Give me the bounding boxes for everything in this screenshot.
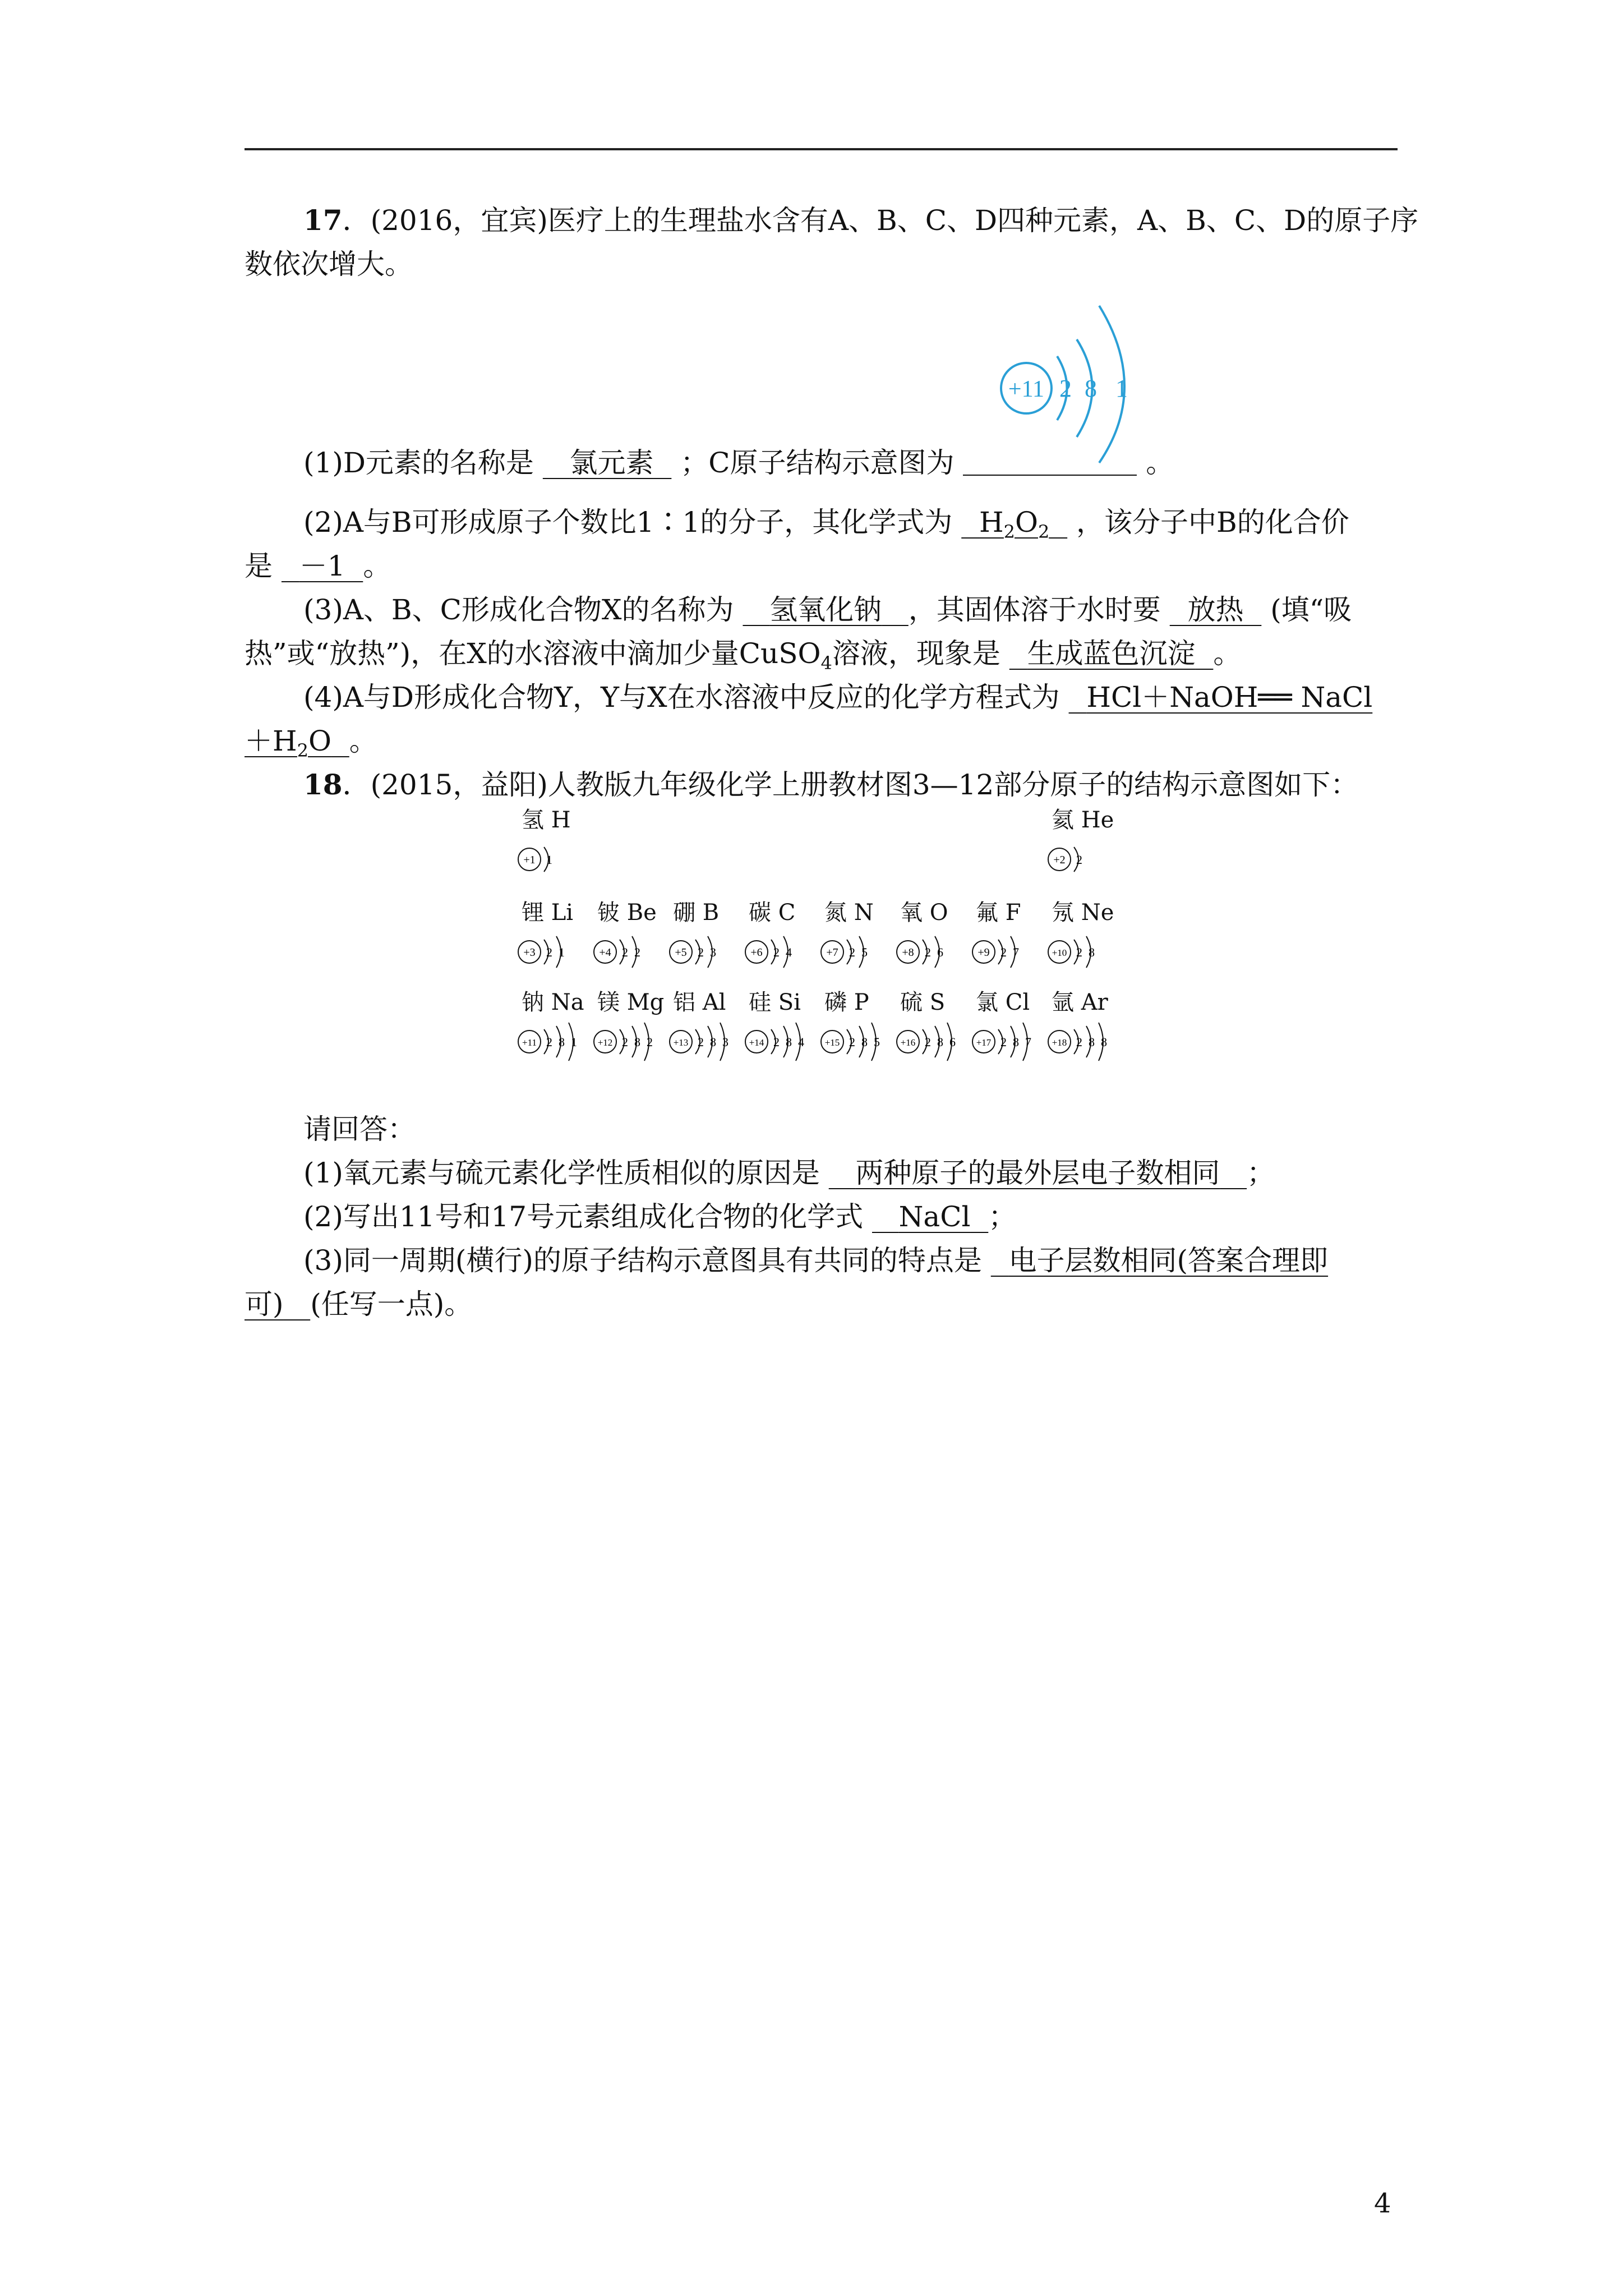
nucleus-label: +3 — [523, 946, 536, 959]
shell-electron-count: 6 — [937, 945, 943, 959]
q17-p1-mid: ；C原子结构示意图为 — [680, 447, 955, 479]
nucleus-label: +11 — [522, 1037, 537, 1048]
atom-structure-diagram — [516, 1018, 594, 1069]
shell-electron-count: 2 — [925, 1035, 931, 1049]
shell-electron-count: 2 — [1000, 1035, 1007, 1049]
atom-structure-diagram — [592, 1018, 670, 1069]
q18-stem-text: ．(2015，益阳)人教版九年级化学上册教材图3—12部分原子的结构示意图如下： — [342, 769, 1359, 801]
shell-label-2: 8 — [1085, 375, 1097, 402]
shell-electron-count: 2 — [849, 945, 855, 959]
q18-a3-answer-cont: 可) — [245, 1288, 284, 1320]
q18-a1-text: (1)氧元素与硫元素化学性质相似的原因是 — [303, 1157, 820, 1189]
nucleus-label: +13 — [673, 1037, 689, 1048]
q17-p3-l2-mid: 溶液，现象是 — [832, 637, 1000, 670]
atom-label: 硼 B — [673, 900, 720, 926]
atom-label: 碳 C — [749, 900, 796, 926]
nucleus-label: +14 — [749, 1037, 764, 1048]
atom-label: 钠 Na — [522, 990, 584, 1015]
shell-electron-count: 2 — [849, 1035, 855, 1049]
period: 。 — [363, 550, 391, 582]
q17-p4-text: (4)A与D形成化合物Y，Y与X在水溶液中反应的化学方程式为 — [303, 681, 1060, 714]
atom-label: 氧 O — [900, 900, 948, 926]
atom-label: 氦 He — [1052, 807, 1114, 833]
q17-p3-answer3: 生成蓝色沉淀 — [1027, 637, 1196, 670]
nucleus-label: +9 — [978, 946, 990, 959]
shell-electron-count: 2 — [773, 945, 780, 959]
atom-structure-diagram — [819, 1018, 897, 1069]
q18-answer2 — [303, 1198, 1459, 1235]
q17-p3-mid: ，其固体溶于水时要 — [908, 593, 1161, 626]
atom-label: 硫 S — [900, 990, 946, 1015]
shell-electron-count: 2 — [634, 945, 640, 959]
shell-label-1: 2 — [1059, 375, 1072, 402]
shell-electron-count: 5 — [874, 1035, 880, 1049]
shell-electron-count: 8 — [1013, 1035, 1019, 1049]
shell-electron-count: 7 — [1025, 1035, 1031, 1049]
shell-electron-count: 2 — [698, 945, 704, 959]
nucleus-label: +10 — [1052, 947, 1067, 958]
q17-part3 — [303, 591, 1459, 628]
shell-electron-count: 3 — [722, 1035, 728, 1049]
shell-electron-count: 8 — [634, 1035, 640, 1049]
shell-electron-count: 8 — [559, 1035, 565, 1049]
atom-structure-diagram — [743, 928, 822, 979]
atom-label: 氟 F — [976, 900, 1021, 926]
atom-structure-diagram — [970, 1018, 1049, 1069]
shell-electron-count: 2 — [1076, 945, 1082, 959]
nucleus-label: +17 — [976, 1037, 992, 1048]
atom-structure-diagram — [895, 1018, 973, 1069]
nucleus-label: +16 — [900, 1037, 916, 1048]
atom-structure-diagram — [667, 1018, 746, 1069]
shell-electron-count: 2 — [546, 1035, 552, 1049]
q18-a2-text: (2)写出11号和17号元素组成化合物的化学式 — [303, 1200, 864, 1233]
q17-p2-answer2: －1 — [299, 550, 345, 582]
period: 。 — [1213, 637, 1242, 670]
atomic-structure-table — [516, 802, 1189, 1094]
nucleus-label: +2 — [1053, 854, 1066, 866]
page-number: 4 — [1374, 2188, 1391, 2219]
atom-structure-diagram — [895, 928, 973, 979]
shell-electron-count: 2 — [1000, 945, 1007, 959]
shell-electron-count: 2 — [647, 1035, 653, 1049]
nucleus-label: +15 — [824, 1037, 840, 1048]
semicolon: ； — [1247, 1157, 1275, 1189]
q17-stem-line2: 数依次增大。 — [245, 248, 413, 280]
q17-p4-answer-cont: $+H_2O$ — [245, 725, 331, 761]
shell-label-3: 1 — [1115, 375, 1128, 402]
q17-p2-text: (2)A与B可形成原子个数比1∶1的分子，其化学式为 — [303, 506, 953, 539]
atom-structure-diagram — [667, 928, 746, 979]
atom-label: 硅 Si — [749, 990, 801, 1015]
q17-part3-line2 — [245, 635, 1400, 682]
q17-p3-text: (3)A、B、C形成化合物X的名称为 — [303, 593, 734, 626]
shell-electron-count: 2 — [773, 1035, 780, 1049]
q18-answer1 — [303, 1154, 1459, 1191]
q17-part4-line2 — [245, 723, 1400, 769]
q18-stem — [303, 766, 1459, 803]
shell-electron-count: 2 — [546, 945, 552, 959]
sodium-atom-diagram — [987, 300, 1155, 468]
q18-a3-answer: 电子层数相同(答案合理即 — [1008, 1244, 1329, 1277]
atom-label: 氮 N — [824, 900, 874, 926]
atom-label: 锂 Li — [522, 900, 574, 926]
shell-electron-count: 8 — [937, 1035, 943, 1049]
q17-p3-answer2: 放热 — [1187, 593, 1244, 626]
nucleus-label: +1 — [523, 854, 536, 866]
shell-electron-count: 3 — [710, 945, 716, 959]
shell-electron-count: 1 — [546, 853, 552, 867]
nucleus-label: +12 — [597, 1037, 613, 1048]
atom-structure-diagram — [970, 928, 1049, 979]
shell-electron-count: 2 — [1076, 1035, 1082, 1049]
q17-p2-l2: 是 — [245, 550, 273, 582]
q18-answer3 — [303, 1242, 1459, 1279]
q17-stem-line1 — [303, 202, 1459, 239]
shell-electron-count: 8 — [1089, 1035, 1095, 1049]
subscript: 4 — [820, 652, 832, 674]
atom-structure-diagram — [819, 928, 897, 979]
q18-answer3-line2 — [245, 1286, 1400, 1323]
semicolon: ； — [988, 1200, 1017, 1233]
nucleus-label: +4 — [599, 946, 611, 959]
atom-label: 镁 Mg — [597, 990, 665, 1015]
shell-electron-count: 8 — [1089, 945, 1095, 959]
atom-structure-diagram — [1046, 928, 1124, 979]
q17-part4 — [303, 679, 1459, 716]
shell-electron-count: 2 — [698, 1035, 704, 1049]
nucleus-label: +7 — [826, 946, 838, 959]
atom-structure-diagram — [516, 928, 594, 979]
shell-electron-count: 2 — [622, 1035, 628, 1049]
shell-electron-count: 8 — [861, 1035, 868, 1049]
shell-electron-count: 5 — [861, 945, 868, 959]
answer-blank — [963, 449, 1137, 476]
shell-electron-count: 2 — [622, 945, 628, 959]
atom-label: 氩 Ar — [1052, 990, 1108, 1015]
shell-electron-count: 4 — [786, 945, 792, 959]
atom-structure-diagram — [1046, 836, 1124, 886]
atom-label: 氖 Ne — [1052, 900, 1114, 926]
header-rule — [245, 148, 1398, 150]
nucleus-label: +6 — [750, 946, 763, 959]
shell-electron-count: 2 — [1076, 853, 1082, 867]
shell-electron-count: 8 — [1101, 1035, 1107, 1049]
atom-structure-diagram — [1046, 1018, 1124, 1069]
q18-a3-text: (3)同一周期(横行)的原子结构示意图具有共同的特点是 — [303, 1244, 982, 1277]
q18-a1-answer: 两种原子的最外层电子数相同 — [855, 1157, 1220, 1189]
nucleus-label: +5 — [675, 946, 687, 959]
atom-label: 磷 P — [824, 990, 869, 1015]
q17-p1-text: (1)D元素的名称是 — [303, 447, 534, 479]
q17-p2-answer: $H_2O_2$ — [979, 506, 1050, 542]
atom-label: 氯 Cl — [976, 990, 1030, 1015]
q17-part1 — [303, 444, 1459, 481]
q18-number: 18 — [303, 768, 343, 801]
nucleus-label: +8 — [902, 946, 914, 959]
period: 。 — [1146, 447, 1174, 479]
atom-label: 氢 H — [522, 807, 571, 833]
shell-electron-count: 1 — [559, 945, 565, 959]
q18-a2-answer: NaCl — [898, 1200, 971, 1233]
q18-a3-end: (任写一点)。 — [310, 1288, 473, 1320]
shell-electron-count: 2 — [925, 945, 931, 959]
q17-part2-line2 — [245, 547, 1400, 585]
atom-label: 铍 Be — [597, 900, 657, 926]
shell-electron-count: 8 — [786, 1035, 792, 1049]
shell-electron-count: 7 — [1013, 945, 1019, 959]
shell-electron-count: 4 — [798, 1035, 804, 1049]
atom-label: 铝 Al — [673, 990, 726, 1015]
shell-electron-count: 6 — [949, 1035, 956, 1049]
q17-part2 — [303, 504, 1459, 550]
q17-p1-answer: 氯元素 — [569, 447, 654, 479]
q17-p3-answer: 氢氧化钠 — [769, 593, 882, 626]
q17-stem: ．(2016，宜宾)医疗上的生理盐水含有A、B、C、D四种元素，A、B、C、D的原子序 — [342, 204, 1419, 237]
atom-structure-diagram — [516, 836, 594, 886]
q17-p3-l2: 热”或“放热”)，在X的水溶液中滴加少量CuSO — [245, 637, 821, 670]
nucleus-label: +11 — [1008, 376, 1045, 402]
shell-electron-count: 8 — [710, 1035, 716, 1049]
q17-number: 17 — [303, 204, 343, 237]
nucleus-label: +18 — [1052, 1037, 1067, 1048]
atom-structure-diagram — [743, 1018, 822, 1069]
q17-p3-tail: (填“吸 — [1270, 593, 1352, 626]
atom-structure-diagram — [592, 928, 670, 979]
q17-p4-answer: HCl＋NaOH══ NaCl — [1086, 681, 1373, 714]
shell-electron-count: 1 — [571, 1035, 577, 1049]
period: 。 — [349, 725, 377, 757]
q17-p2-mid: ，该分子中B的化合价 — [1076, 506, 1349, 539]
q18-prompt: 请回答： — [303, 1113, 416, 1145]
